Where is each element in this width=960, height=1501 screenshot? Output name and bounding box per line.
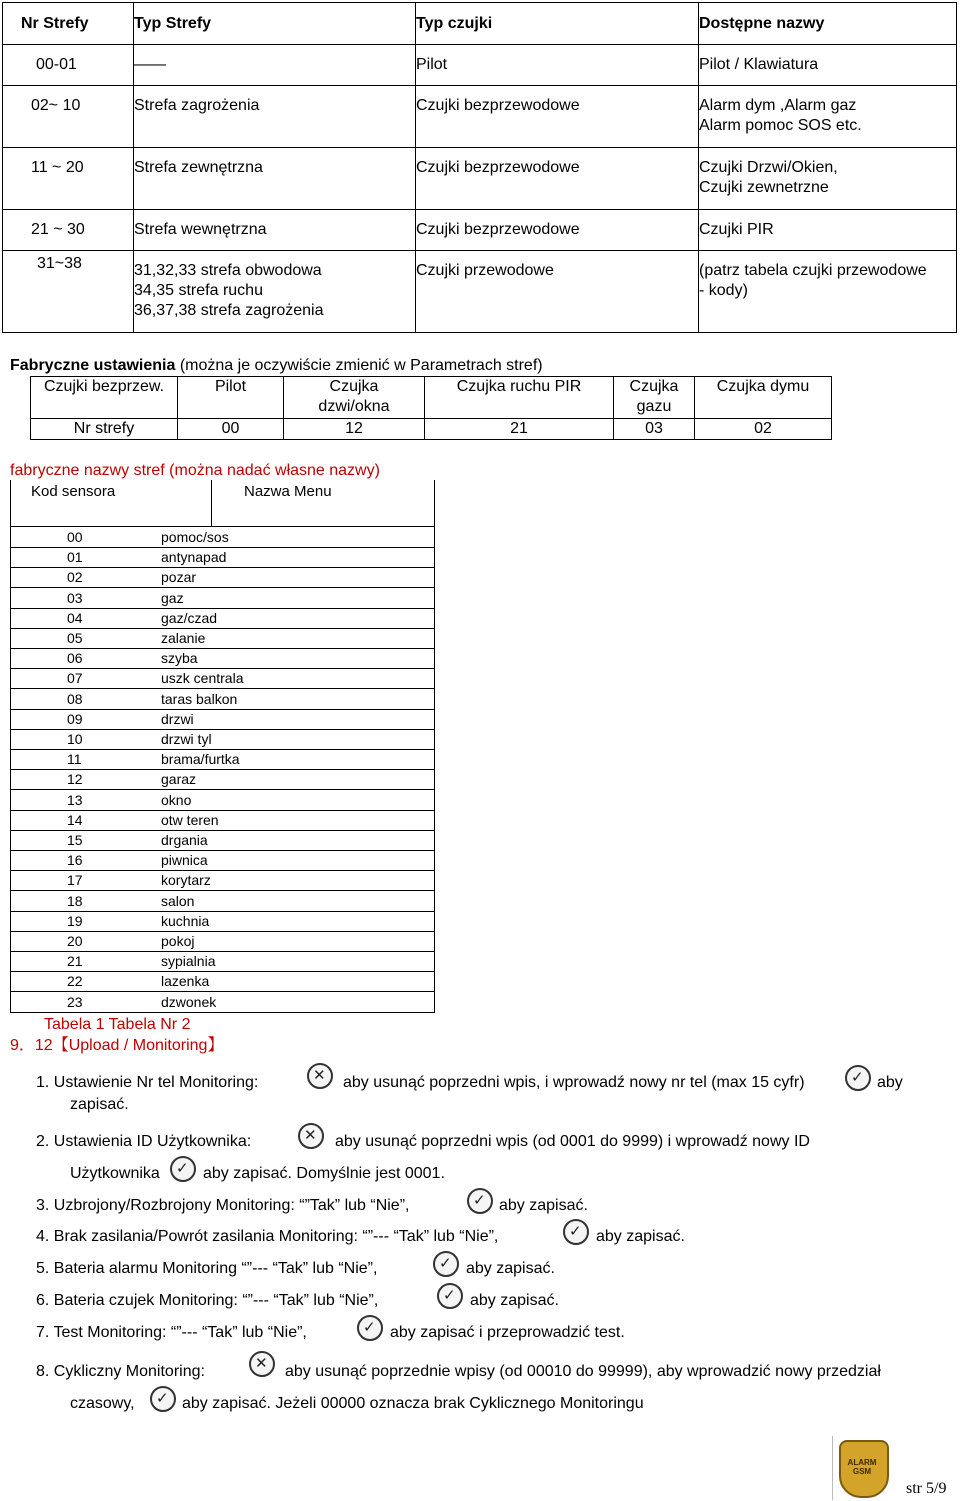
sensor-code: 14: [67, 811, 83, 828]
table-row: [3, 86, 957, 148]
sensor-code: 02: [67, 569, 83, 586]
cell: Czujki przewodowe: [416, 251, 699, 333]
sensor-name: drgania: [161, 832, 208, 848]
sensor-name: szyba: [161, 650, 198, 667]
sensor-name: pomoc/sos: [161, 529, 229, 545]
sensor-name: lazenka: [161, 973, 210, 990]
list-item: [11, 891, 434, 912]
sensor-code: 11: [67, 751, 82, 768]
cell: Czujka gazu: [614, 377, 695, 419]
item-2-text-c: Użytkownika: [70, 1165, 160, 1182]
list-item: [11, 911, 434, 932]
item-1-text: 1. Ustawienie Nr tel Monitoring:: [36, 1074, 259, 1091]
item-7-text-b: aby zapisać i przeprowadzić test.: [390, 1324, 625, 1341]
list-item: [11, 527, 434, 548]
section-title: 9．12【Upload / Monitoring】: [10, 1037, 224, 1054]
sensor-name: gaz: [161, 589, 184, 606]
factory-title-bold: Fabryczne ustawienia: [10, 357, 176, 374]
sensor-code: 19: [67, 912, 83, 929]
confirm-icon: [563, 1219, 589, 1245]
page-number: str 5/9: [906, 1480, 947, 1497]
cell: ——: [134, 45, 416, 86]
cell: Czujki bezprzewodowe: [416, 86, 699, 148]
names-header: [10, 480, 435, 527]
logo-text: ALARM GSM: [847, 1458, 877, 1476]
item-8-text-b: aby usunąć poprzednie wpisy (od 00010 do 99999), aby wprowadzić nowy przedział: [285, 1363, 881, 1380]
cell: Czujki bezprzewodowe: [416, 210, 699, 251]
sensor-name: pokoj: [161, 933, 195, 949]
sensor-name: pozar: [161, 569, 197, 586]
header-typ-czujki: Typ czujki: [416, 3, 699, 45]
factory-value-row: [31, 419, 832, 440]
item-1-text-b: aby usunąć poprzedni wpis, i wprowadź nowy nr tel (max 15 cyfr): [343, 1074, 805, 1091]
cell: Alarm dym ,Alarm gaz Alarm pomoc SOS etc.: [699, 86, 957, 148]
cell: Strefa zagrożenia: [134, 86, 416, 148]
list-item: [11, 769, 434, 790]
cell: Strefa wewnętrzna: [134, 210, 416, 251]
item-1-text-c: aby: [877, 1074, 903, 1091]
names-title: fabryczne nazwy stref (można nadać własne nazwy): [10, 462, 380, 479]
list-item: [11, 628, 434, 649]
item-2-text-b: aby usunąć poprzedni wpis (od 0001 do 9999) i wprowadź nowy ID: [335, 1133, 810, 1150]
sensor-name: taras balkon: [161, 690, 238, 707]
confirm-icon: [467, 1188, 493, 1214]
sensor-code: 20: [67, 933, 83, 949]
delete-icon: [307, 1063, 333, 1089]
list-item: [11, 588, 434, 609]
sensor-code: 07: [67, 670, 83, 687]
list-item: [11, 971, 434, 992]
sensor-name: drzwi tyl: [161, 731, 212, 747]
item-3-text-b: aby zapisać.: [499, 1197, 588, 1214]
names-list: [10, 527, 435, 1013]
list-item: [11, 689, 434, 710]
cell: 03: [614, 419, 695, 440]
item-5-text: 5. Bateria alarmu Monitoring “”--- “Tak” lub “Nie”,: [36, 1260, 378, 1277]
cell: Czujki bezprzew.: [31, 377, 178, 419]
cell: Pilot / Klawiatura: [699, 45, 957, 86]
list-item: [11, 648, 434, 669]
item-4-text: 4. Brak zasilania/Powrót zasilania Monitoring: “”--- “Tak” lub “Nie”,: [36, 1228, 499, 1245]
confirm-icon: [150, 1386, 176, 1412]
sensor-name: antynapad: [161, 549, 227, 566]
list-item: [11, 951, 434, 972]
cell: 11 ~ 20: [3, 148, 134, 210]
confirm-icon: [433, 1251, 459, 1277]
sensor-name: zalanie: [161, 630, 206, 646]
logo: [832, 1436, 891, 1500]
zones-table: [2, 2, 957, 333]
sensor-code: 03: [67, 589, 83, 606]
item-8-text-d: aby zapisać. Jeżeli 00000 oznacza brak Cyklicznego Monitoringu: [182, 1395, 644, 1412]
confirm-icon: [845, 1065, 871, 1091]
cell: Czujka dzwi/okna: [284, 377, 425, 419]
sensor-name: drzwi: [161, 710, 194, 727]
item-4-text-b: aby zapisać.: [596, 1228, 685, 1245]
cell: Czujki PIR: [699, 210, 957, 251]
list-item: [11, 931, 434, 952]
list-item: [11, 749, 434, 770]
sensor-code: 06: [67, 650, 83, 667]
sensor-name: uszk centrala: [161, 670, 244, 687]
sensor-code: 13: [67, 791, 83, 808]
item-2-text: 2. Ustawienia ID Użytkownika:: [36, 1133, 252, 1150]
item-5-text-b: aby zapisać.: [466, 1260, 555, 1277]
cell: 02: [695, 419, 832, 440]
item-8-text-c: czasowy,: [70, 1395, 135, 1412]
confirm-icon: [437, 1283, 463, 1309]
cell: (patrz tabela czujki przewodowe - kody): [699, 251, 957, 333]
sensor-code: 00: [67, 529, 83, 545]
names-col-name: Nazwa Menu: [244, 483, 332, 500]
cell: Czujka ruchu PIR: [425, 377, 614, 419]
sensor-name: sypialnia: [161, 953, 216, 970]
list-item: [11, 567, 434, 588]
cell: 21: [425, 419, 614, 440]
sensor-name: okno: [161, 791, 192, 808]
cell: Nr strefy: [31, 419, 178, 440]
item-1-text-d: zapisać.: [70, 1096, 129, 1113]
cell: 31,32,33 strefa obwodowa 34,35 strefa ruchu 36,37,38 strefa zagrożenia: [134, 251, 416, 333]
item-7-text: 7. Test Monitoring: “”--- “Tak” lub “Nie”,: [36, 1324, 307, 1341]
delete-icon: [298, 1123, 324, 1149]
item-3-text: 3. Uzbrojony/Rozbrojony Monitoring: “”Tak” lub “Nie”,: [36, 1197, 410, 1214]
list-item: [11, 709, 434, 730]
factory-table: [30, 376, 832, 440]
factory-head-row: [31, 377, 832, 419]
sensor-code: 18: [67, 892, 83, 909]
sensor-code: 05: [67, 630, 83, 646]
cell: 00-01: [3, 45, 134, 86]
sensor-name: gaz/czad: [161, 609, 218, 626]
sensor-code: 10: [67, 731, 83, 747]
names-divider: [211, 480, 212, 526]
item-2-text-d: aby zapisać. Domyślnie jest 0001.: [203, 1165, 445, 1182]
cell: 31~38: [3, 251, 134, 333]
sensor-code: 12: [67, 771, 83, 788]
item-6-text-b: aby zapisać.: [470, 1292, 559, 1309]
cell: 02~ 10: [3, 86, 134, 148]
zones-header-row: [3, 3, 957, 45]
list-item: [11, 547, 434, 568]
names-col-code: Kod sensora: [31, 483, 116, 500]
cell: Pilot: [416, 45, 699, 86]
sensor-code: 21: [67, 953, 83, 970]
item-6-text: 6. Bateria czujek Monitoring: “”--- “Tak” lub “Nie”,: [36, 1292, 379, 1309]
list-item: [11, 729, 434, 750]
table-row: [3, 45, 957, 86]
cell: Czujka dymu: [695, 377, 832, 419]
sensor-name: otw teren: [161, 811, 219, 828]
item-8-text: 8. Cykliczny Monitoring:: [36, 1363, 205, 1380]
cell: Pilot: [178, 377, 284, 419]
sensor-code: 09: [67, 710, 83, 727]
confirm-icon: [170, 1156, 196, 1182]
sensor-code: 04: [67, 609, 83, 626]
cell: Czujki Drzwi/Okien, Czujki zewnetrzne: [699, 148, 957, 210]
sensor-name: brama/furtka: [161, 751, 240, 768]
list-item: [11, 668, 434, 689]
sensor-code: 16: [67, 852, 83, 869]
sensor-code: 22: [67, 973, 83, 990]
sensor-code: 23: [67, 993, 83, 1010]
table-row: [3, 148, 957, 210]
table-row: [3, 210, 957, 251]
sensor-name: korytarz: [161, 872, 211, 889]
cell: Czujki bezprzewodowe: [416, 148, 699, 210]
list-item: [11, 608, 434, 629]
sensor-name: dzwonek: [161, 993, 217, 1010]
factory-title: [10, 356, 543, 376]
cell: 00: [178, 419, 284, 440]
sensor-name: kuchnia: [161, 912, 210, 929]
list-item: [11, 992, 434, 1013]
sensor-name: garaz: [161, 771, 197, 788]
list-item: [11, 790, 434, 811]
cell: 12: [284, 419, 425, 440]
sensor-name: piwnica: [161, 852, 208, 869]
cell: 21 ~ 30: [3, 210, 134, 251]
sensor-code: 01: [67, 549, 83, 566]
list-item: [11, 810, 434, 831]
factory-title-rest: (można je oczywiście zmienić w Parametrach stref): [175, 357, 543, 374]
list-item: [11, 850, 434, 871]
names-caption: Tabela 1 Tabela Nr 2: [44, 1016, 191, 1033]
list-item: [11, 870, 434, 891]
table-row: [3, 251, 957, 333]
header-dostepne-nazwy: Dostępne nazwy: [699, 3, 957, 45]
list-item: [11, 830, 434, 851]
header-nr-strefy: Nr Strefy: [3, 3, 134, 45]
sensor-name: salon: [161, 892, 195, 909]
header-typ-strefy: Typ Strefy: [134, 3, 416, 45]
cell: Strefa zewnętrzna: [134, 148, 416, 210]
confirm-icon: [357, 1315, 383, 1341]
sensor-code: 17: [67, 872, 83, 889]
sensor-code: 08: [67, 690, 83, 707]
sensor-code: 15: [67, 832, 83, 848]
delete-icon: [249, 1351, 275, 1377]
